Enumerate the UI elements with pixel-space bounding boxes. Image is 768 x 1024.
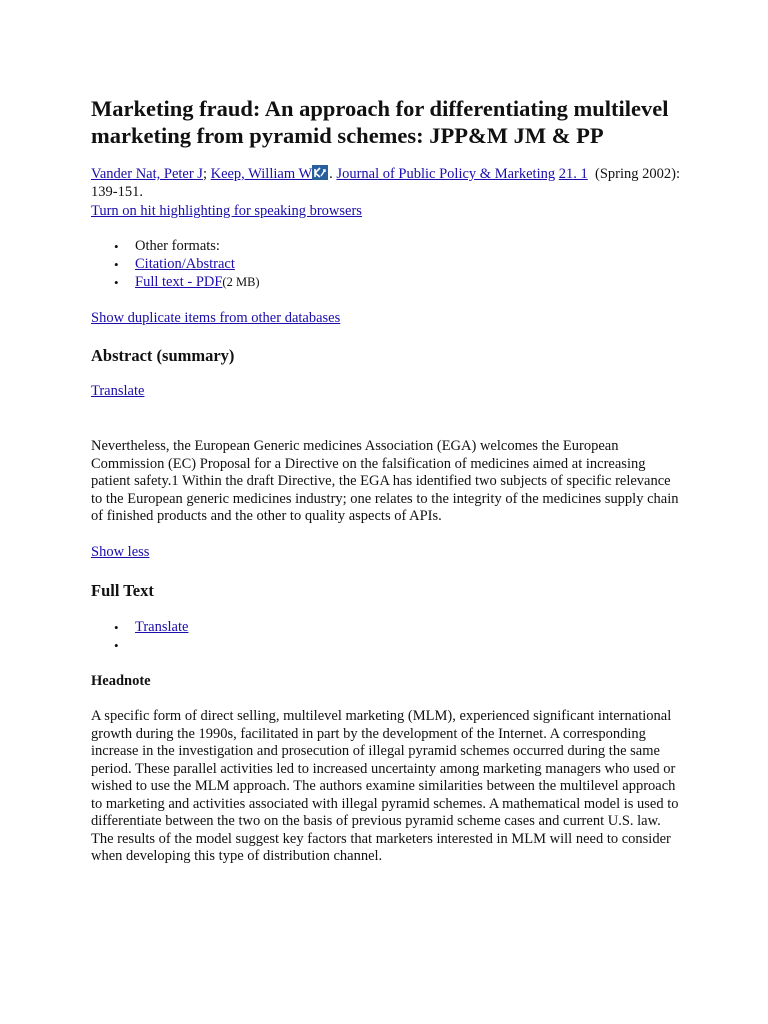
citation-abstract-link[interactable]: Citation/Abstract bbox=[135, 256, 235, 272]
abstract-heading: Abstract (summary) bbox=[91, 346, 235, 365]
article-title: Marketing fraud: An approach for differentiating multilevel marketing from pyramid schemes: JPP&M JM & PP bbox=[91, 96, 669, 148]
translate-abstract-link[interactable]: Translate bbox=[91, 383, 145, 399]
other-formats-label: Other formats: bbox=[135, 238, 220, 254]
issue-link[interactable]: 21. 1 bbox=[558, 166, 588, 182]
abstract-text: Nevertheless, the European Generic medicines Association (EGA) welcomes the European Commission (EC) Proposal for a Directive on the falsification of medicines aimed at increasing patient safety.1 Within the draft Directive, the EGA has identified two subjects of specific relevance to the European generic medicines industry; one relates to the integrity of the medicines supply chain of finished products and the other to quality aspects of APIs. bbox=[91, 438, 679, 524]
citation-comma: . bbox=[329, 166, 337, 182]
list-item bbox=[91, 274, 260, 292]
full-text-list bbox=[91, 619, 188, 655]
show-less-link[interactable]: Show less bbox=[91, 544, 150, 560]
author-link-keep[interactable]: Keep, William W bbox=[210, 166, 313, 182]
list-item bbox=[91, 637, 188, 655]
list-item bbox=[91, 256, 260, 274]
full-text-pdf-link[interactable]: Full text - PDF bbox=[135, 274, 223, 290]
headnote-text: A specific form of direct selling, multilevel marketing (MLM), experienced significant international growth during the 1990s, facilitated in part by the development of the Internet. A corresponding increase in the investigation and prosecution of illegal pyramid schemes occurred during the same period. These parallel activities led to increased uncertainty among marketing managers who used or wished to use the MLM approach. The authors examine similarities between the multilevel approach to marketing and activities associated with illegal pyramid schemes. A mathematical model is used to differentiate between the two on the basis of previous pyramid scheme cases and current U.S. law. The results of the model suggest key factors that marketers interested in MLM will need to consider when developing this type of distribution channel. bbox=[91, 708, 679, 864]
hit-highlighting-link[interactable]: Turn on hit highlighting for speaking browsers bbox=[91, 203, 362, 219]
other-formats-list bbox=[91, 238, 260, 292]
pdf-size: (2 MB) bbox=[222, 275, 260, 289]
translate-full-text-link[interactable]: Translate bbox=[135, 619, 189, 635]
author-separator: ; bbox=[202, 166, 211, 182]
list-item bbox=[91, 238, 260, 256]
list-item bbox=[91, 619, 188, 637]
show-duplicates-link[interactable]: Show duplicate items from other databases bbox=[91, 310, 341, 326]
author-link-vander-nat[interactable]: Vander Nat, Peter J bbox=[91, 166, 203, 182]
external-profile-icon[interactable] bbox=[312, 165, 328, 180]
journal-link[interactable]: Journal of Public Policy & Marketing bbox=[336, 166, 556, 182]
citation-line bbox=[91, 165, 691, 201]
full-text-heading: Full Text bbox=[91, 581, 154, 600]
headnote-heading: Headnote bbox=[91, 673, 151, 689]
date-pages: (Spring 2002): 139-151. bbox=[91, 166, 680, 200]
